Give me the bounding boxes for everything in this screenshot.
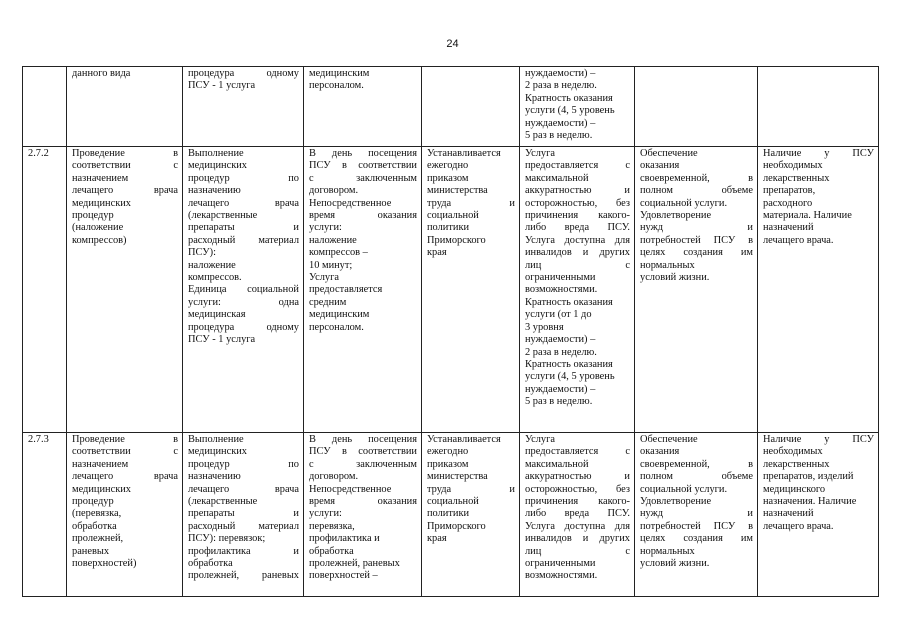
cell-text-line: причинения какого- — [525, 210, 630, 222]
cell-text-line: расходный материал — [188, 234, 299, 246]
cell-text-line: политики — [427, 222, 470, 234]
cell-text-line: время оказания — [309, 210, 417, 222]
cell-text-line: процедура одному — [188, 68, 299, 79]
cell-text-line: Приморского — [427, 520, 486, 532]
cell-text-line: 5 раз в неделю. — [525, 130, 593, 142]
cell-text-line: Выполнение — [188, 434, 244, 445]
cell-text-line: ежегодно — [427, 446, 469, 458]
service-name-cell — [67, 433, 183, 597]
row-number-cell — [23, 67, 67, 147]
cell-text-line: назначению — [188, 471, 241, 483]
cell-text-line: условий жизни. — [640, 272, 710, 284]
cell-text-line: лечащего врача — [188, 197, 299, 209]
cell-text-line: медицинская — [188, 309, 246, 321]
cell-text-line: нужд и — [640, 222, 753, 234]
cell-text-line: министерства — [427, 471, 488, 483]
cell-text-line: медицинским — [309, 68, 370, 79]
cell-text-line: полном объеме — [640, 471, 753, 483]
cell-text-line: поверхностей – — [309, 570, 378, 582]
cell-text-line: либо вреда ПСУ. — [525, 508, 630, 520]
cell-text-line: Непосредственное — [309, 483, 392, 495]
cell-text-line: политики — [427, 508, 470, 520]
cell-text-line: Кратность оказания — [525, 358, 613, 370]
cell-text-line: соответствии с — [72, 160, 178, 172]
cell-text-line: Приморского — [427, 234, 486, 246]
cell-text-line: приказом — [427, 172, 469, 184]
cell-text-line: (наложение — [72, 222, 124, 234]
cell-text-line: Кратность оказания — [525, 296, 613, 308]
cell-text-line: максимальной — [525, 458, 589, 470]
cell-text-line: Проведение в — [72, 148, 178, 159]
cell-text-line: услуги (от 1 до — [525, 309, 592, 321]
cell-text-line: нормальных — [640, 259, 695, 271]
cell-text-line: профилактика и — [309, 533, 380, 545]
tariff-cell — [422, 67, 520, 147]
cell-text-line: наложение — [309, 234, 357, 246]
cell-text-line: ПСУ - 1 услуга — [188, 80, 256, 92]
cell-text-line: Услуга доступна для — [525, 234, 630, 246]
cell-text-line: ежегодно — [427, 160, 469, 172]
cell-text-line: услуги (4, 5 уровень — [525, 105, 615, 117]
cell-text-line: (лекарственные — [188, 496, 258, 508]
tariff-cell — [422, 147, 520, 433]
cell-text-line: процедур по — [188, 458, 299, 470]
cell-text-line: лиц с — [525, 545, 630, 557]
quality-indicator-cell — [635, 67, 758, 147]
cell-text-line: назначений — [763, 508, 814, 520]
cell-text-line: время оказания — [309, 496, 417, 508]
cell-text-line: пролежней, раневых — [309, 558, 400, 570]
cell-text-line: лечащего врача. — [763, 234, 834, 246]
cell-text-line: 10 минут; — [309, 259, 353, 271]
cell-text-line: обработка — [72, 520, 117, 532]
cell-text-line: своевременной, в — [640, 458, 753, 470]
cell-text-line: края — [427, 533, 447, 545]
cell-text-line: нормальных — [640, 545, 695, 557]
cell-text-line: Проведение в — [72, 434, 178, 445]
cell-text-line: ПСУ - 1 услуга — [188, 334, 256, 346]
cell-text-line: социальной — [427, 496, 479, 508]
cell-text-line: лечащего врача. — [763, 520, 834, 532]
cell-text-line: материала. Наличие — [763, 210, 852, 222]
cell-text-line: лекарственных — [763, 172, 830, 184]
cell-text-line: края — [427, 247, 447, 259]
cell-text-line: назначению — [188, 185, 241, 197]
cell-text-line: нужд и — [640, 508, 753, 520]
service-timing-cell — [304, 67, 422, 147]
cell-text-line: средним — [309, 296, 347, 308]
cell-text-line: Непосредственное — [309, 197, 392, 209]
cell-text-line: персоналом. — [309, 80, 364, 92]
page-number: 24 — [446, 38, 459, 50]
cell-text-line: своевременной, в — [640, 172, 753, 184]
cell-text-line: В день посещения — [309, 148, 417, 159]
cell-text-line: предоставляется с — [525, 446, 630, 458]
cell-text-line: Устанавливается — [427, 434, 501, 445]
cell-text-line: социальной услуги. — [640, 197, 728, 209]
cell-text-line: перевязка, — [309, 520, 355, 532]
cell-text-line: процедура одному — [188, 321, 299, 333]
cell-text-line: ПСУ): перевязок; — [188, 533, 266, 545]
cell-text-line: лечащего врача — [188, 483, 299, 495]
cell-text-line: Обеспечение — [640, 434, 698, 445]
cell-text-line: препараты и — [188, 222, 299, 234]
cell-text-line: Удовлетворение — [640, 210, 712, 222]
service-timing-cell — [304, 147, 422, 433]
cell-text-line: (лекарственные — [188, 210, 258, 222]
cell-text-line: труда и — [427, 483, 515, 495]
cell-text-line: процедур — [72, 496, 114, 508]
cell-text-line: профилактика и — [188, 545, 299, 557]
cell-text-line: предоставляется с — [525, 160, 630, 172]
cell-text-line: нуждаемости) – — [525, 383, 596, 395]
cell-text-line: необходимых — [763, 160, 823, 172]
cell-text-line: 2 раза в неделю. — [525, 80, 597, 92]
cell-text-line: причинения какого- — [525, 496, 630, 508]
cell-text-line: медицинского — [763, 483, 826, 495]
cell-text-line: Кратность оказания — [525, 92, 613, 104]
cell-text-line: обработка — [309, 545, 354, 557]
cell-text-line: Услуга доступна для — [525, 520, 630, 532]
cell-text-line: (перевязка, — [72, 508, 122, 520]
cell-text-line: наложение — [188, 259, 236, 271]
cell-text-line: ограниченными — [525, 558, 596, 570]
cell-text-line: необходимых — [763, 446, 823, 458]
quality-indicator-cell — [635, 433, 758, 597]
cell-text-line: препараты и — [188, 508, 299, 520]
table-row — [23, 147, 879, 433]
cell-text-line: обработка — [188, 558, 233, 570]
cell-text-line: либо вреда ПСУ. — [525, 222, 630, 234]
cell-text-line: договором. — [309, 185, 359, 197]
cell-text-line: с заключенным — [309, 458, 417, 470]
cell-text-line: компрессов. — [188, 272, 242, 284]
evaluation-cell — [758, 147, 879, 433]
service-content-cell — [183, 147, 304, 433]
cell-text-line: потребностей ПСУ в — [640, 520, 753, 532]
cell-text-line: с заключенным — [309, 172, 417, 184]
cell-text-line: инвалидов и других — [525, 247, 630, 259]
row-number-cell: 2.7.2 — [23, 147, 67, 433]
cell-text-line: нуждаемости) – — [525, 117, 596, 129]
service-name-cell — [67, 147, 183, 433]
cell-text-line: компрессов) — [72, 234, 127, 246]
cell-text-line: Услуга — [525, 148, 555, 159]
cell-text-line: раневых — [72, 545, 110, 557]
services-table — [22, 66, 879, 597]
cell-text-line: 5 раз в неделю. — [525, 396, 593, 408]
cell-text-line: В день посещения — [309, 434, 417, 445]
cell-text-line: поверхностей) — [72, 558, 137, 570]
conditions-cell — [520, 147, 635, 433]
cell-text-line: компрессов – — [309, 247, 368, 259]
cell-text-line: препаратов, изделий — [763, 471, 854, 483]
cell-text-line: Наличие у ПСУ — [763, 434, 874, 445]
cell-text-line: социальной — [427, 210, 479, 222]
cell-text-line: назначения. Наличие — [763, 496, 857, 508]
cell-text-line: 2 раза в неделю. — [525, 346, 597, 358]
evaluation-cell — [758, 67, 879, 147]
cell-text-line: предоставляется — [309, 284, 383, 296]
table-row — [23, 433, 879, 597]
cell-text-line: препаратов, — [763, 185, 816, 197]
cell-text-line: расходный материал — [188, 520, 299, 532]
cell-text-line: назначением — [72, 172, 129, 184]
cell-text-line: услуги (4, 5 уровень — [525, 371, 615, 383]
cell-text-line: ПСУ): — [188, 247, 217, 259]
cell-text-line: потребностей ПСУ в — [640, 234, 753, 246]
cell-text-line: медицинских — [72, 483, 131, 495]
cell-text-line: социальной услуги. — [640, 483, 728, 495]
quality-indicator-cell — [635, 147, 758, 433]
cell-text-line: возможностями. — [525, 570, 598, 582]
cell-text-line: персоналом. — [309, 321, 364, 333]
cell-text-line: лиц с — [525, 259, 630, 271]
cell-text-line: назначений — [763, 222, 814, 234]
evaluation-cell — [758, 433, 879, 597]
cell-text-line: данного вида — [72, 68, 131, 79]
cell-text-line: 3 уровня — [525, 321, 564, 333]
cell-text-line: полном объеме — [640, 185, 753, 197]
cell-text-line: ограниченными — [525, 272, 596, 284]
cell-text-line: инвалидов и других — [525, 533, 630, 545]
cell-text-line: лекарственных — [763, 458, 830, 470]
cell-text-line: медицинских — [72, 197, 131, 209]
cell-text-line: министерства — [427, 185, 488, 197]
cell-text-line: пролежней, раневых — [188, 570, 299, 582]
tariff-cell — [422, 433, 520, 597]
cell-text-line: пролежней, — [72, 533, 124, 545]
service-content-cell — [183, 433, 304, 597]
row-number-cell: 2.7.3 — [23, 433, 67, 597]
cell-text-line: процедур — [72, 210, 114, 222]
cell-text-line: Наличие у ПСУ — [763, 148, 874, 159]
cell-text-line: приказом — [427, 458, 469, 470]
cell-text-line: услуги: — [309, 508, 342, 520]
cell-text-line: договором. — [309, 471, 359, 483]
cell-text-line: осторожностью, без — [525, 483, 630, 495]
cell-text-line: Единица социальной — [188, 284, 299, 296]
cell-text-line: Обеспечение — [640, 148, 698, 159]
cell-text-line: ПСУ в соответствии — [309, 446, 417, 458]
cell-text-line: нуждаемости) – — [525, 334, 596, 346]
cell-text-line: услуги: одна — [188, 296, 299, 308]
cell-text-line: максимальной — [525, 172, 589, 184]
cell-text-line: медицинским — [309, 309, 370, 321]
cell-text-line: осторожностью, без — [525, 197, 630, 209]
cell-text-line: Услуга — [525, 434, 555, 445]
cell-text-line: Выполнение — [188, 148, 244, 159]
service-content-cell — [183, 67, 304, 147]
cell-text-line: Услуга — [309, 272, 339, 284]
cell-text-line: назначением — [72, 458, 129, 470]
cell-text-line: возможностями. — [525, 284, 598, 296]
conditions-cell — [520, 67, 635, 147]
cell-text-line: оказания — [640, 446, 680, 458]
cell-text-line: аккуратностью и — [525, 185, 630, 197]
cell-text-line: медицинских — [188, 446, 247, 458]
table-row — [23, 67, 879, 147]
cell-text-line: оказания — [640, 160, 680, 172]
cell-text-line: целях создания им — [640, 533, 753, 545]
cell-text-line: ПСУ в соответствии — [309, 160, 417, 172]
conditions-cell — [520, 433, 635, 597]
service-timing-cell — [304, 433, 422, 597]
cell-text-line: условий жизни. — [640, 558, 710, 570]
cell-text-line: Устанавливается — [427, 148, 501, 159]
cell-text-line: медицинских — [188, 160, 247, 172]
cell-text-line: лечащего врача — [72, 185, 178, 197]
cell-text-line: соответствии с — [72, 446, 178, 458]
cell-text-line: аккуратностью и — [525, 471, 630, 483]
cell-text-line: лечащего врача — [72, 471, 178, 483]
cell-text-line: процедур по — [188, 172, 299, 184]
cell-text-line: труда и — [427, 197, 515, 209]
cell-text-line: услуги: — [309, 222, 342, 234]
cell-text-line: Удовлетворение — [640, 496, 712, 508]
cell-text-line: целях создания им — [640, 247, 753, 259]
cell-text-line: расходного — [763, 197, 813, 209]
cell-text-line: нуждаемости) – — [525, 68, 596, 79]
service-name-cell — [67, 67, 183, 147]
